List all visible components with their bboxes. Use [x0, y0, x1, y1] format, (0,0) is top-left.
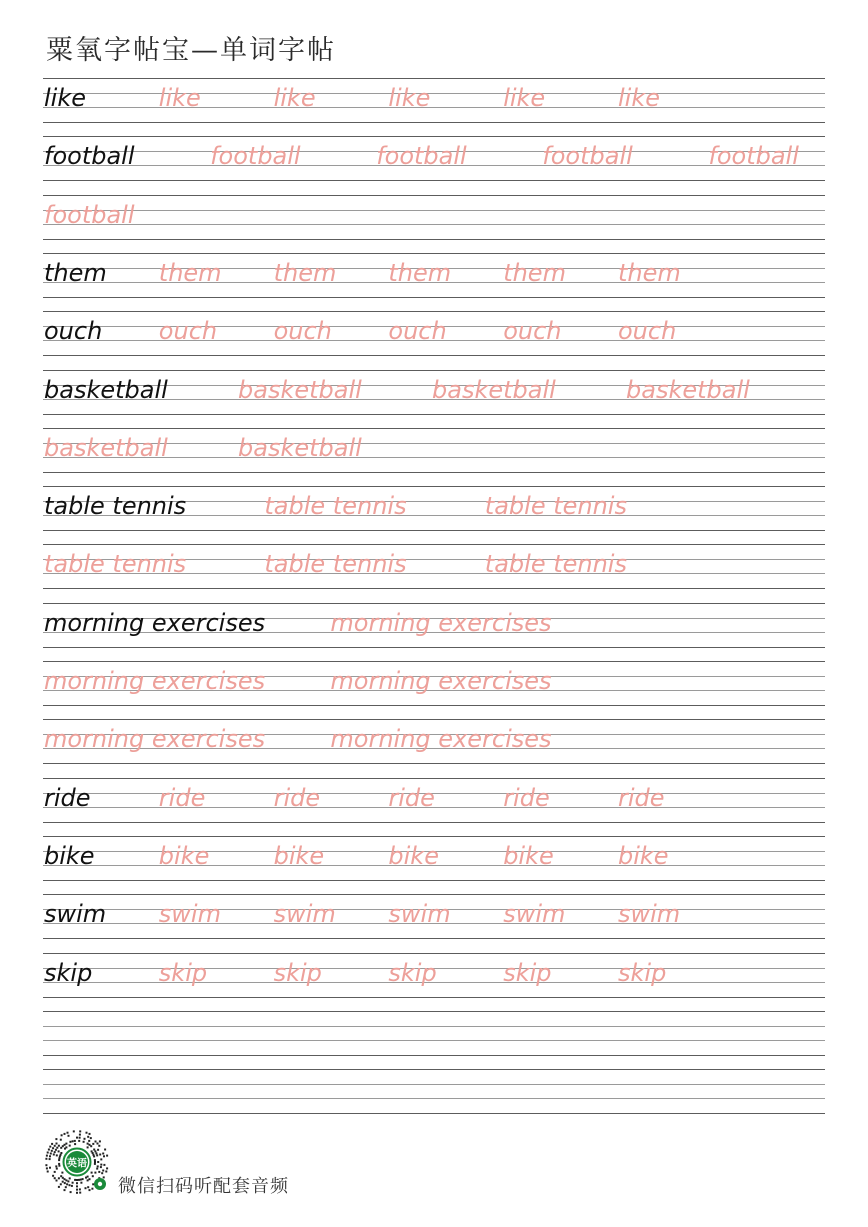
guide-line [43, 938, 825, 939]
trace-word: basketball [432, 375, 556, 404]
practice-row [43, 953, 825, 998]
qr-dot [51, 1143, 53, 1145]
qr-dot [91, 1188, 93, 1190]
qr-dot [92, 1143, 94, 1145]
qr-dot [91, 1172, 93, 1174]
qr-dot [82, 1178, 84, 1180]
model-word: them [44, 258, 107, 287]
qr-dot [105, 1171, 107, 1173]
qr-dot [89, 1178, 91, 1180]
trace-word: them [503, 258, 566, 287]
qr-dot [49, 1155, 51, 1157]
guide-line [43, 778, 825, 779]
qr-badge-label: 英语 [67, 1158, 87, 1170]
qr-dot [96, 1154, 98, 1156]
qr-dot [56, 1147, 58, 1149]
model-word: ride [44, 783, 91, 812]
guide-line [43, 224, 825, 225]
qr-dot [92, 1183, 94, 1185]
qr-dot [95, 1152, 97, 1154]
guide-line [43, 1026, 825, 1027]
qr-dot [106, 1167, 108, 1169]
qr-dot [72, 1140, 74, 1142]
guide-line [43, 195, 825, 196]
qr-dot [96, 1168, 98, 1170]
trace-word: ouch [618, 317, 677, 346]
trace-word: skip [618, 958, 667, 987]
trace-word: bike [618, 841, 669, 870]
qr-dot [100, 1158, 102, 1160]
qr-dot [84, 1138, 86, 1140]
trace-word: skip [158, 958, 208, 987]
qr-dot [99, 1154, 101, 1156]
trace-word: swim [158, 900, 221, 929]
trace-word: football [44, 200, 135, 229]
practice-row [43, 778, 825, 823]
qr-dot [71, 1185, 73, 1187]
qr-dot [74, 1179, 76, 1181]
qr-dot [76, 1182, 78, 1184]
qr-dot [68, 1135, 70, 1137]
qr-dot [103, 1155, 105, 1157]
qr-dot [79, 1192, 81, 1194]
guide-line [43, 997, 825, 998]
trace-word: bike [388, 841, 439, 870]
qr-dot [87, 1143, 89, 1145]
qr-dot [54, 1177, 56, 1179]
guide-line [43, 239, 825, 240]
qr-dot [58, 1165, 60, 1167]
qr-dot [89, 1133, 91, 1135]
trace-word: like [503, 84, 546, 112]
qr-dot [100, 1164, 102, 1166]
qr-dot [65, 1179, 67, 1181]
qr-dot [104, 1149, 106, 1151]
guide-line [43, 719, 825, 720]
trace-word: swim [273, 900, 336, 929]
guide-line [43, 472, 825, 473]
trace-word: swim [503, 900, 566, 929]
qr-dot [100, 1166, 102, 1168]
guide-line [43, 486, 825, 487]
trace-word: ride [388, 783, 435, 812]
qr-dot [98, 1145, 100, 1147]
qr-dot [49, 1146, 51, 1148]
qr-dot [70, 1191, 72, 1193]
practice-row [43, 78, 825, 123]
guide-line [43, 661, 825, 662]
qr-dot [54, 1151, 56, 1153]
trace-word: ouch [388, 317, 447, 346]
qr-dot [69, 1141, 71, 1143]
qr-dot [93, 1155, 95, 1157]
qr-dot [64, 1189, 66, 1191]
qr-dot [94, 1163, 96, 1165]
practice-row [43, 1011, 825, 1056]
trace-word: skip [388, 958, 437, 987]
qr-dot [61, 1172, 63, 1174]
guide-line [43, 603, 825, 604]
qr-dot [93, 1149, 95, 1151]
practice-row [43, 836, 825, 881]
trace-word: basketball [626, 375, 750, 404]
qr-dot [94, 1172, 96, 1174]
qr-dot [92, 1152, 94, 1154]
qr-dot [76, 1179, 78, 1181]
practice-row [43, 136, 825, 181]
qr-dot [65, 1146, 67, 1148]
qr-dot [95, 1141, 97, 1143]
qr-dot [74, 1140, 76, 1142]
trace-word: them [618, 258, 681, 287]
model-word: swim [44, 900, 107, 929]
qr-dot [58, 1157, 60, 1159]
qr-dot [69, 1184, 71, 1186]
trace-word: table tennis [44, 550, 187, 579]
trace-word: ouch [273, 317, 332, 346]
trace-word: ride [158, 783, 206, 812]
qr-dot [92, 1154, 94, 1156]
qr-dot [92, 1175, 94, 1177]
guide-line [43, 763, 825, 764]
trace-word: basketball [44, 433, 168, 462]
trace-word: ride [618, 783, 665, 812]
guide-line [43, 180, 825, 181]
trace-word: skip [273, 958, 322, 987]
qr-dot [79, 1134, 81, 1136]
qr-dot [89, 1189, 91, 1191]
qr-dot [52, 1147, 54, 1149]
qr-dot [58, 1163, 60, 1165]
qr-dot [90, 1137, 92, 1139]
trace-word: them [273, 258, 337, 287]
qr-dot [55, 1165, 57, 1167]
guide-line [43, 836, 825, 837]
guide-line [43, 370, 825, 371]
qr-dot [64, 1144, 66, 1146]
qr-dot [94, 1161, 96, 1163]
guide-line [43, 136, 825, 137]
qr-dot [87, 1136, 89, 1138]
qr-dot [106, 1155, 108, 1157]
guide-line [43, 953, 825, 954]
guide-line [43, 210, 825, 211]
qr-dot [58, 1159, 60, 1161]
qr-dot [69, 1145, 71, 1147]
qr-dot [60, 1139, 62, 1141]
guide-line [43, 647, 825, 648]
qr-dot [78, 1179, 80, 1181]
guide-line [43, 1055, 825, 1056]
practice-row [43, 195, 825, 240]
model-word: bike [44, 841, 95, 870]
guide-line [43, 822, 825, 823]
trace-word: swim [618, 900, 681, 929]
qr-dot [97, 1149, 99, 1151]
guide-line [43, 1040, 825, 1041]
model-word: table tennis [44, 492, 187, 521]
trace-word: football [210, 142, 301, 171]
trace-word: skip [503, 958, 552, 987]
guide-line [43, 297, 825, 298]
qr-dot [102, 1170, 104, 1172]
qr-dot [80, 1182, 82, 1184]
guide-line [43, 311, 825, 312]
trace-word: like [273, 84, 316, 112]
qr-dot [85, 1187, 87, 1189]
trace-word: like [388, 84, 431, 112]
guide-line [43, 355, 825, 356]
qr-dot [56, 1143, 58, 1145]
guide-line [43, 544, 825, 545]
qr-dot [59, 1155, 61, 1157]
trace-word: them [388, 258, 452, 287]
qr-dot [86, 1132, 88, 1134]
qr-dot [79, 1137, 81, 1139]
qr-dot [56, 1168, 58, 1170]
qr-dot [54, 1171, 56, 1173]
qr-dot [60, 1183, 62, 1185]
practice-row [43, 311, 825, 356]
qr-dot [65, 1186, 67, 1188]
trace-word: table tennis [484, 492, 627, 521]
guide-line [43, 78, 825, 79]
qr-dot [55, 1138, 57, 1140]
qr-dot [90, 1145, 92, 1147]
qr-dot [45, 1164, 47, 1166]
qr-dot [49, 1158, 51, 1160]
practice-row [43, 661, 825, 706]
practice-row [43, 428, 825, 473]
model-word: like [44, 84, 86, 112]
qr-dot [54, 1145, 56, 1147]
page-title: 粟氧字帖宝—单词字帖 [46, 35, 336, 66]
qr-dot [87, 1179, 89, 1181]
qr-dot [97, 1143, 99, 1145]
trace-word: basketball [238, 433, 362, 462]
qr-dot [64, 1133, 66, 1135]
qr-dot [88, 1140, 90, 1142]
model-word: skip [44, 958, 93, 987]
trace-word: ride [273, 783, 321, 812]
qr-dot [53, 1154, 55, 1156]
model-word: morning exercises [44, 608, 266, 637]
qr-dot [102, 1153, 104, 1155]
qr-dot [94, 1159, 96, 1161]
trace-word: bike [158, 841, 210, 870]
practice-row [43, 544, 825, 589]
qr-dot [74, 1143, 76, 1145]
qr-dot [66, 1183, 68, 1185]
qr-dot [56, 1154, 58, 1156]
qr-dot [103, 1176, 105, 1178]
qr-dot [51, 1150, 53, 1152]
trace-word: football [376, 142, 467, 171]
qr-dot [87, 1186, 89, 1188]
trace-word: them [158, 258, 222, 287]
qr-dot [55, 1149, 57, 1151]
trace-word: morning exercises [44, 667, 266, 695]
trace-word: like [618, 84, 660, 112]
qr-dot [80, 1179, 82, 1181]
guide-line [43, 1084, 825, 1085]
qr-dot [46, 1155, 48, 1157]
model-word: football [44, 142, 135, 171]
qr-dot [47, 1171, 49, 1173]
audio-caption: 微信扫码听配套音频 [118, 1176, 289, 1197]
guide-line [43, 414, 825, 415]
qr-dot [67, 1180, 69, 1182]
practice-row [43, 603, 825, 648]
qr-dot [67, 1132, 69, 1134]
trace-word: ouch [503, 317, 562, 346]
trace-word: football [542, 142, 633, 171]
model-word: ouch [44, 317, 103, 346]
qr-dot [94, 1150, 96, 1152]
qr-dot [89, 1144, 91, 1146]
qr-dot [99, 1140, 101, 1142]
qr-dot [79, 1130, 81, 1132]
qr-dot [97, 1161, 99, 1163]
qr-dot [46, 1167, 48, 1169]
qr-dot [65, 1143, 67, 1145]
trace-word: bike [503, 841, 554, 870]
guide-line [43, 530, 825, 531]
qr-dot [58, 1145, 60, 1147]
trace-word: table tennis [264, 492, 407, 521]
qr-dot [76, 1192, 78, 1194]
qr-dot [76, 1137, 78, 1139]
practice-row [43, 894, 825, 939]
qr-dot [61, 1134, 63, 1136]
qr-dot [72, 1182, 74, 1184]
guide-line [43, 894, 825, 895]
qr-dot [56, 1180, 58, 1182]
model-word: basketball [44, 375, 168, 404]
qr-dot [48, 1149, 50, 1151]
qr-dot [58, 1186, 60, 1188]
trace-word: basketball [238, 375, 362, 404]
qr-dot [64, 1182, 66, 1184]
qr-dot [98, 1171, 100, 1173]
qr-dot [73, 1130, 75, 1132]
guide-line [43, 1069, 825, 1070]
qr-dot [47, 1152, 49, 1154]
qr-dot [49, 1167, 51, 1169]
qr-dot [58, 1150, 60, 1152]
qr-dot [58, 1177, 60, 1179]
trace-word: football [708, 142, 799, 171]
trace-word: table tennis [484, 550, 627, 579]
practice-row [43, 1069, 825, 1114]
guide-line [43, 1098, 825, 1099]
qr-dot [45, 1158, 47, 1160]
trace-word: ouch [158, 317, 218, 346]
qr-dot [79, 1188, 81, 1190]
qr-dot [62, 1181, 64, 1183]
guide-line [43, 705, 825, 706]
trace-word: bike [273, 841, 325, 870]
guide-line [43, 428, 825, 429]
trace-word: swim [388, 900, 451, 929]
practice-row [43, 253, 825, 298]
trace-word: morning exercises [44, 725, 266, 754]
qr-dot [60, 1152, 62, 1154]
trace-word: morning exercises [330, 667, 552, 695]
guide-line [43, 880, 825, 881]
qr-dot [103, 1164, 105, 1166]
trace-word: ride [503, 783, 550, 812]
qr-dot [78, 1140, 80, 1142]
qr-code-icon [42, 1128, 112, 1198]
qr-dot [85, 1177, 87, 1179]
qr-dot [83, 1141, 85, 1143]
practice-row [43, 370, 825, 415]
practice-row [43, 719, 825, 764]
qr-dot [97, 1165, 99, 1167]
qr-dot [69, 1177, 71, 1179]
trace-word: like [158, 84, 201, 112]
guide-line [43, 588, 825, 589]
qr-dot [101, 1172, 103, 1174]
trace-word: morning exercises [330, 608, 552, 637]
qr-dot [87, 1146, 89, 1148]
qr-dot [76, 1185, 78, 1187]
trace-word: table tennis [264, 550, 407, 579]
guide-line [43, 253, 825, 254]
trace-word: morning exercises [330, 725, 552, 754]
qr-dot [60, 1175, 62, 1177]
qr-dot [50, 1153, 52, 1155]
guide-line [43, 1011, 825, 1012]
practice-row [43, 486, 825, 531]
qr-dot [76, 1189, 78, 1191]
guide-line [43, 1113, 825, 1114]
guide-line [43, 122, 825, 123]
qr-dot [52, 1175, 54, 1177]
